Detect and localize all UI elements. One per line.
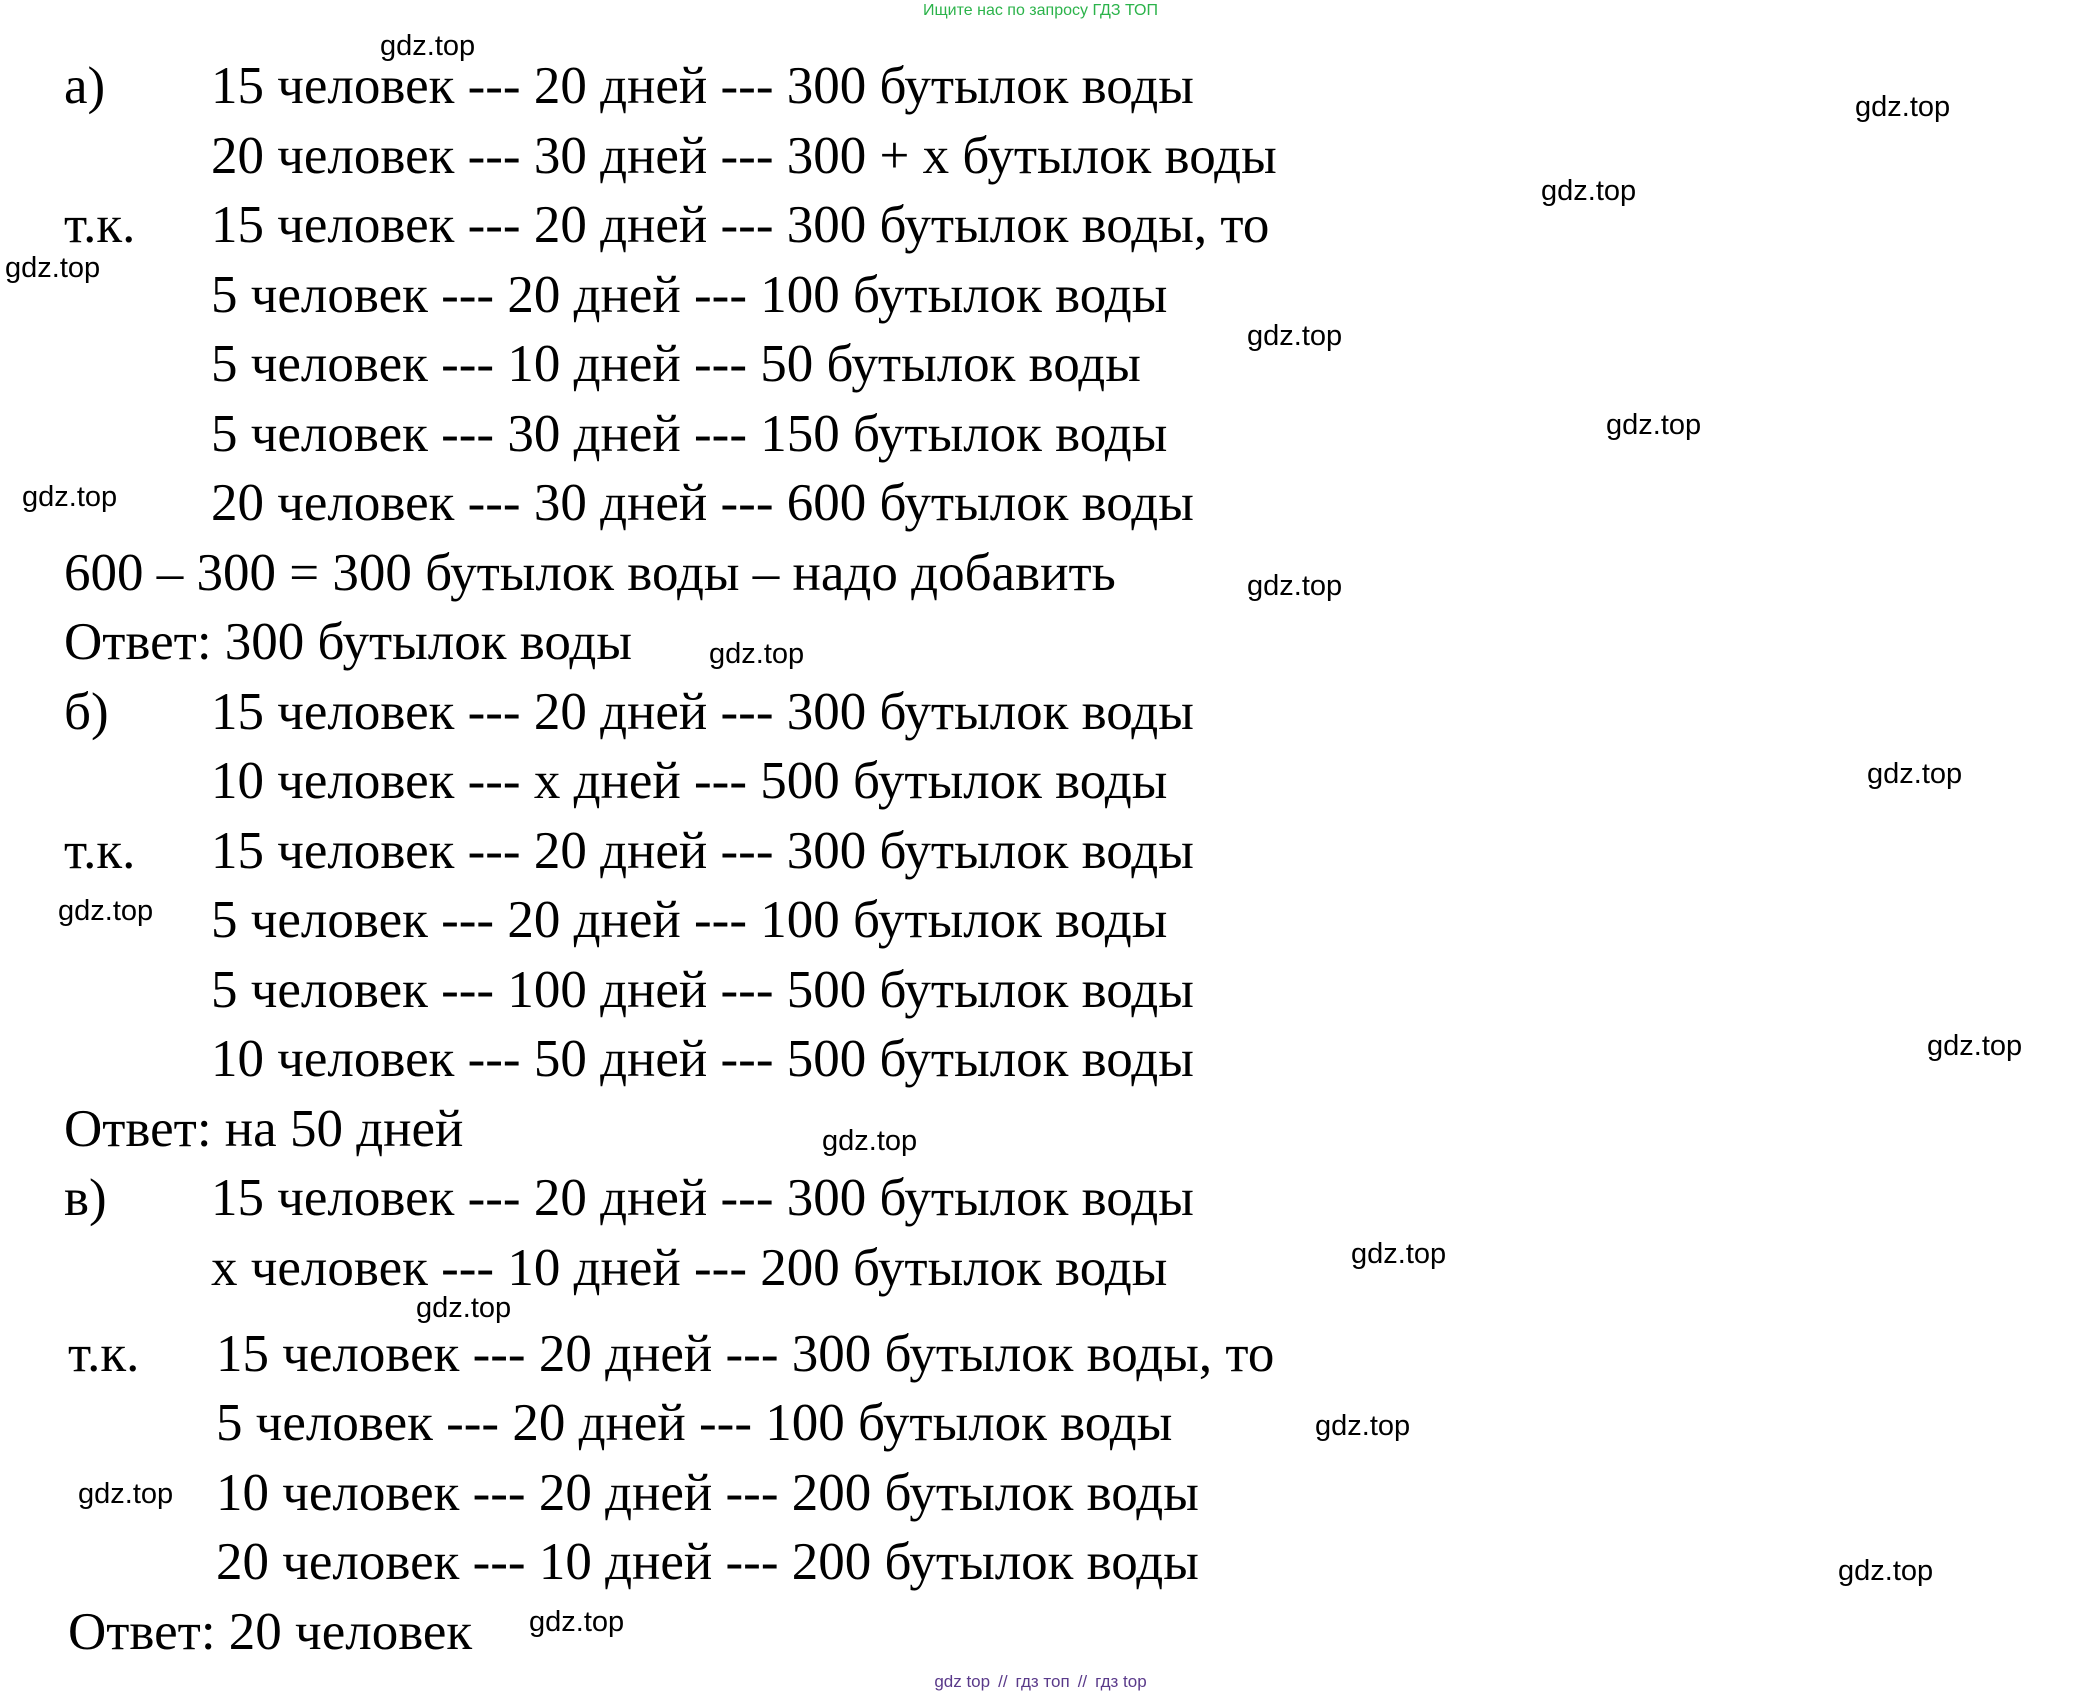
footer-part: гдз top (1095, 1672, 1147, 1691)
part-c-since-label: т.к. (68, 1325, 140, 1383)
part-a-step-1: 15 человек --- 20 дней --- 300 бутылок воды, то (211, 196, 1270, 254)
footer-separator: // (1077, 1672, 1088, 1691)
watermark: gdz.top (1247, 570, 1343, 602)
watermark: gdz.top (1927, 1030, 2023, 1062)
watermark: gdz.top (1247, 320, 1343, 352)
part-c-step-2: 5 человек --- 20 дней --- 100 бутылок воды (216, 1394, 1173, 1452)
footer-part: гдз топ (1015, 1672, 1070, 1691)
watermark: gdz.top (1867, 758, 1963, 790)
watermark: gdz.top (78, 1478, 174, 1510)
part-c-step-1: 15 человек --- 20 дней --- 300 бутылок воды, то (216, 1325, 1275, 1383)
part-b-step-3: 5 человек --- 100 дней --- 500 бутылок воды (211, 961, 1194, 1019)
footer-part: gdz top (934, 1672, 991, 1691)
part-c-step-3: 10 человек --- 20 дней --- 200 бутылок воды (216, 1464, 1199, 1522)
part-a-step-2: 5 человек --- 20 дней --- 100 бутылок воды (211, 266, 1168, 324)
watermark: gdz.top (1606, 409, 1702, 441)
part-a-given-line-2: 20 человек --- 30 дней --- 300 + x бутылок воды (211, 127, 1277, 185)
part-b-step-1: 15 человек --- 20 дней --- 300 бутылок воды (211, 822, 1194, 880)
part-a-step-4: 5 человек --- 30 дней --- 150 бутылок воды (211, 405, 1168, 463)
part-b-step-4: 10 человек --- 50 дней --- 500 бутылок воды (211, 1030, 1194, 1088)
watermark: gdz.top (380, 30, 476, 62)
watermark: gdz.top (1351, 1238, 1447, 1270)
watermark: gdz.top (822, 1125, 918, 1157)
part-a-given-line-1: 15 человек --- 20 дней --- 300 бутылок воды (211, 57, 1194, 115)
watermark: gdz.top (709, 638, 805, 670)
part-c-step-4: 20 человек --- 10 дней --- 200 бутылок воды (216, 1533, 1199, 1591)
watermark: gdz.top (5, 252, 101, 284)
footer-separator: // (998, 1672, 1008, 1691)
watermark: gdz.top (1541, 175, 1637, 207)
part-c-given-line-1: 15 человек --- 20 дней --- 300 бутылок воды (211, 1169, 1194, 1227)
part-b-given-line-1: 15 человек --- 20 дней --- 300 бутылок воды (211, 683, 1194, 741)
part-b-step-2: 5 человек --- 20 дней --- 100 бутылок воды (211, 891, 1168, 949)
top-banner: Ищите нас по запросу ГДЗ ТОП (923, 2, 1158, 19)
part-a-calc: 600 – 300 = 300 бутылок воды – надо добавить (64, 544, 1116, 602)
part-c-answer: Ответ: 20 человек (68, 1603, 473, 1661)
watermark: gdz.top (1315, 1410, 1411, 1442)
part-b-given-line-2: 10 человек --- x дней --- 500 бутылок воды (211, 752, 1168, 810)
part-c-label: в) (64, 1169, 107, 1227)
part-b-answer: Ответ: на 50 дней (64, 1100, 464, 1158)
part-a-label: а) (64, 57, 106, 115)
watermark: gdz.top (1855, 91, 1951, 123)
footer (0, 1672, 2081, 1692)
part-b-label: б) (64, 683, 109, 741)
watermark: gdz.top (416, 1292, 512, 1324)
watermark: gdz.top (58, 895, 154, 927)
part-b-since-label: т.к. (64, 822, 136, 880)
part-a-step-5: 20 человек --- 30 дней --- 600 бутылок воды (211, 474, 1194, 532)
part-a-answer: Ответ: 300 бутылок воды (64, 613, 632, 671)
watermark: gdz.top (1838, 1555, 1934, 1587)
part-a-since-label: т.к. (64, 196, 136, 254)
part-a-step-3: 5 человек --- 10 дней --- 50 бутылок воды (211, 335, 1141, 393)
part-c-given-line-2: x человек --- 10 дней --- 200 бутылок воды (211, 1239, 1168, 1297)
watermark: gdz.top (529, 1606, 625, 1638)
watermark: gdz.top (22, 481, 118, 513)
